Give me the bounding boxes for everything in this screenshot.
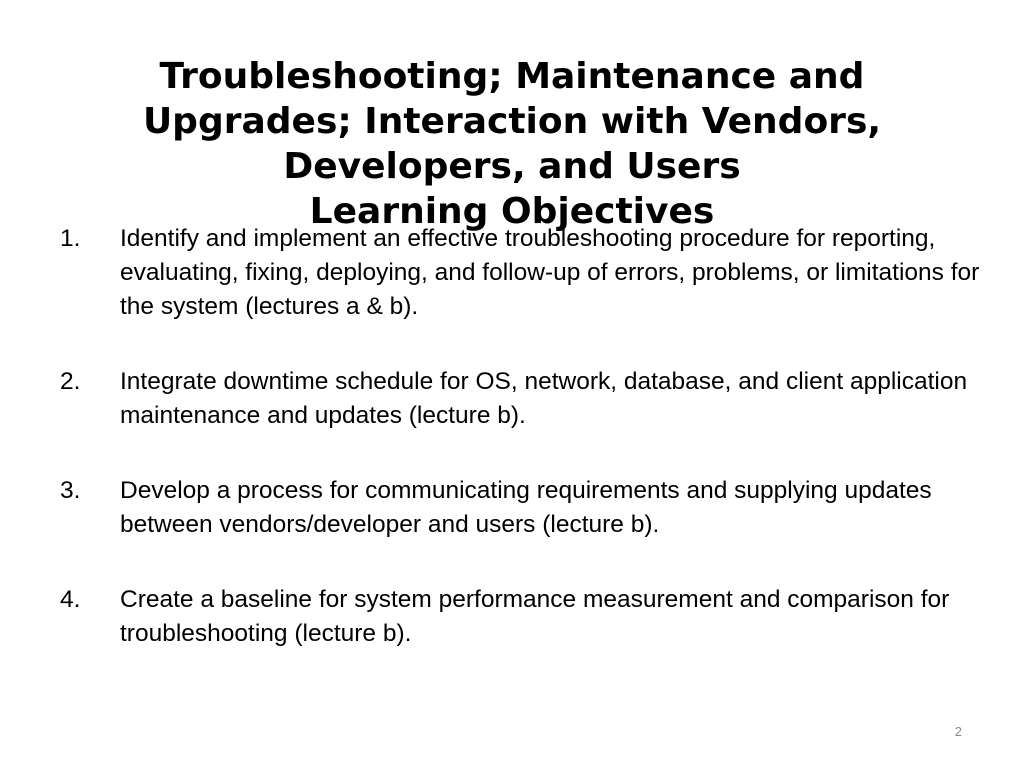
objective-text: Identify and implement an effective troubleshooting procedure for reporting, evaluating, fixing, deploying, and follow-up of errors, problems, or limitations for the system (lectures a & b).: [120, 225, 980, 320]
list-item: [60, 474, 980, 542]
objective-text: Create a baseline for system performance measurement and comparison for troubleshooting (lecture b).: [120, 586, 950, 647]
list-item: [60, 365, 980, 433]
title-line: Troubleshooting; Maintenance and: [159, 56, 865, 98]
objective-number: 1.: [60, 225, 81, 252]
list-item: [60, 222, 980, 324]
title-line: Learning Objectives: [309, 191, 715, 233]
objective-text: Develop a process for communicating requirements and supplying updates between vendors/developer and users (lecture b).: [120, 477, 932, 538]
objective-number: 2.: [60, 368, 81, 395]
objective-number: 3.: [60, 477, 81, 504]
page-number: 2: [954, 724, 962, 739]
title-line: Developers, and Users: [283, 146, 741, 188]
objective-number: 4.: [60, 586, 81, 613]
slide-title: [60, 54, 964, 234]
objective-text: Integrate downtime schedule for OS, network, database, and client application maintenance and updates (lecture b).: [120, 368, 968, 429]
title-line: Upgrades; Interaction with Vendors,: [142, 101, 882, 143]
list-item: [60, 583, 980, 651]
learning-objectives-list: [60, 222, 980, 692]
